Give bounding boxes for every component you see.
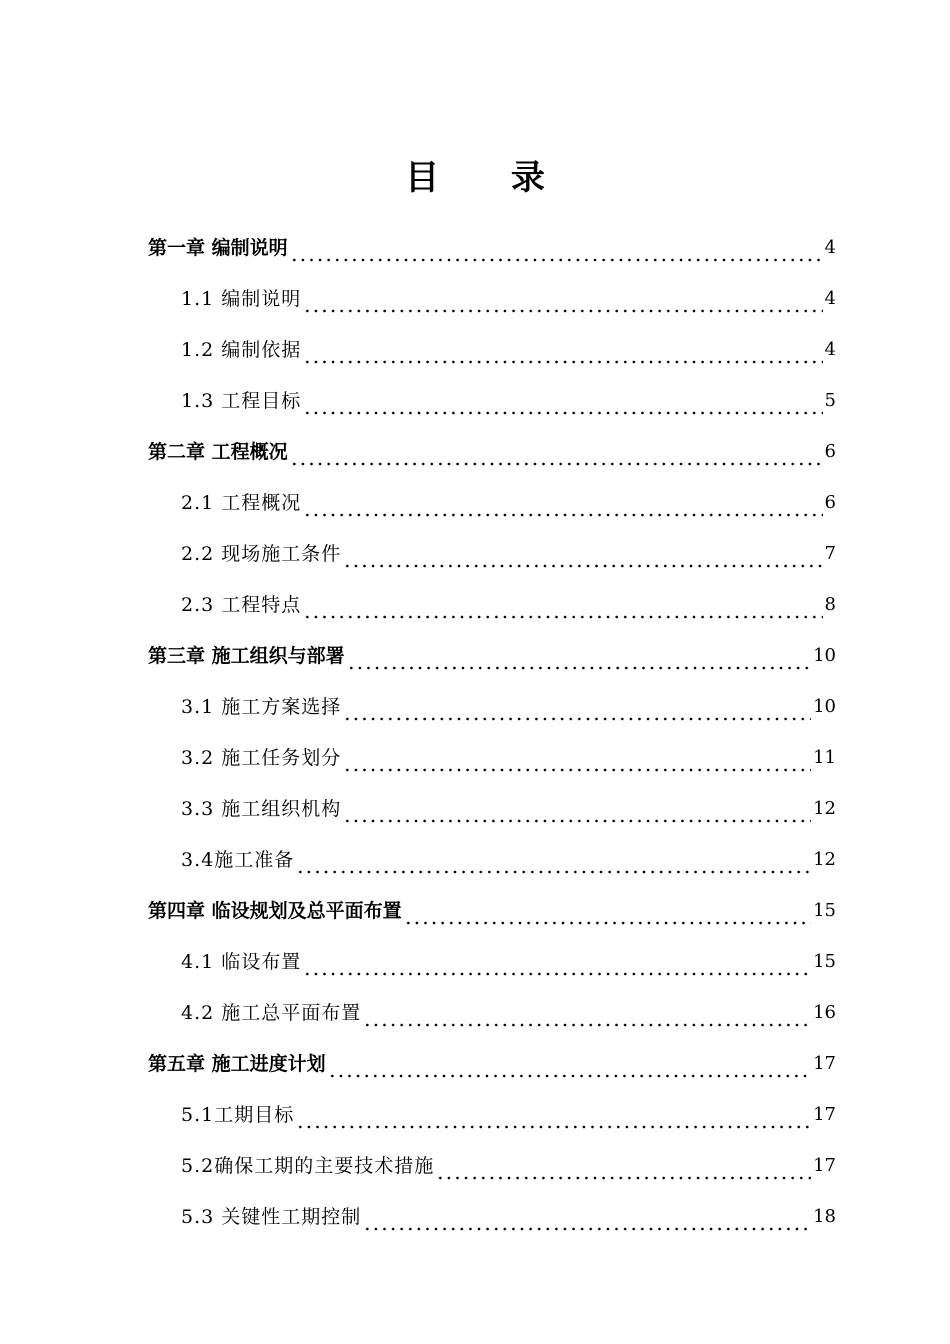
dot-leader [296,1090,811,1140]
toc-entry-page: 6 [824,441,836,462]
toc-entry-page: 6 [824,492,836,513]
toc-entry-page: 18 [813,1206,836,1227]
dot-leader [290,427,823,477]
toc-entry[interactable] [181,733,836,783]
toc-entry-label: 5.2确保工期的主要技术措施 [181,1155,435,1177]
toc-entry-page: 17 [813,1053,836,1074]
toc-entry-label: 2.3 工程特点 [181,594,302,616]
toc-entry-page: 12 [813,798,836,819]
toc-entry-label: 4.2 施工总平面布置 [181,1002,362,1024]
toc-entry[interactable] [181,1141,836,1191]
dot-leader [347,631,811,681]
toc-entry-page: 10 [813,645,836,666]
dot-leader [303,376,822,426]
toc-entry-label: 3.2 施工任务划分 [181,747,342,769]
toc-entry[interactable] [181,835,836,885]
toc-entry-page: 4 [824,288,836,309]
dot-leader [343,784,811,834]
dot-leader [303,580,822,630]
toc-entry-page: 5 [824,390,836,411]
toc-entry[interactable] [181,937,836,987]
toc-entry-label: 4.1 临设布置 [181,951,302,973]
toc-entry-label: 1.3 工程目标 [181,390,302,412]
toc-entry-label: 3.4施工准备 [181,849,295,871]
toc-entry[interactable] [181,478,836,528]
toc-entry-page: 15 [813,951,836,972]
toc-entry[interactable] [181,529,836,579]
toc-entry-label: 5.3 关键性工期控制 [181,1206,362,1228]
dot-leader [404,886,811,936]
toc-entry[interactable] [181,784,836,834]
toc-entry-page: 16 [813,1002,836,1023]
dot-leader [343,529,822,579]
toc-entry[interactable] [148,1039,836,1089]
toc-entry-page: 4 [824,339,836,360]
toc-entry-label: 3.1 施工方案选择 [181,696,342,718]
toc-entry-label: 第四章 临设规划及总平面布置 [148,900,402,922]
toc-entry[interactable] [181,1090,836,1140]
toc-entry-label: 第一章 编制说明 [148,237,288,259]
toc-entry[interactable] [181,988,836,1038]
dot-leader [363,1192,811,1242]
toc-title: 目 录 [405,158,575,198]
toc-entry-page: 11 [813,747,836,768]
toc-entry-page: 15 [813,900,836,921]
toc-entry-page: 7 [824,543,836,564]
toc-entry-page: 17 [813,1104,836,1125]
toc-entry[interactable] [148,631,836,681]
toc-entry[interactable] [181,1192,836,1242]
toc-entry-page: 10 [813,696,836,717]
dot-leader [343,733,811,783]
toc-entry[interactable] [148,886,836,936]
toc-entry-label: 第三章 施工组织与部署 [148,645,345,667]
toc-entry-label: 2.1 工程概况 [181,492,302,514]
toc-entry[interactable] [181,325,836,375]
dot-leader [328,1039,811,1089]
dot-leader [303,937,811,987]
dot-leader [290,223,823,273]
toc-entry-page: 8 [824,594,836,615]
toc-entry-label: 1.2 编制依据 [181,339,302,361]
toc-entry[interactable] [148,223,836,273]
dot-leader [303,325,822,375]
toc-entry-label: 3.3 施工组织机构 [181,798,342,820]
toc-entry-label: 1.1 编制说明 [181,288,302,310]
toc-entry-label: 2.2 现场施工条件 [181,543,342,565]
toc-entry-page: 12 [813,849,836,870]
toc-entry-label: 5.1工期目标 [181,1104,295,1126]
dot-leader [303,274,822,324]
dot-leader [343,682,811,732]
dot-leader [303,478,822,528]
toc-entry-label: 第二章 工程概况 [148,441,288,463]
toc-entry[interactable] [181,682,836,732]
toc-entry-page: 4 [824,237,836,258]
toc-entry-label: 第五章 施工进度计划 [148,1053,326,1075]
toc-entry[interactable] [181,580,836,630]
toc-entry[interactable] [181,274,836,324]
dot-leader [436,1141,811,1191]
toc-entry-page: 17 [813,1155,836,1176]
dot-leader [296,835,811,885]
toc-entry[interactable] [148,427,836,477]
dot-leader [363,988,811,1038]
toc-entry[interactable] [181,376,836,426]
